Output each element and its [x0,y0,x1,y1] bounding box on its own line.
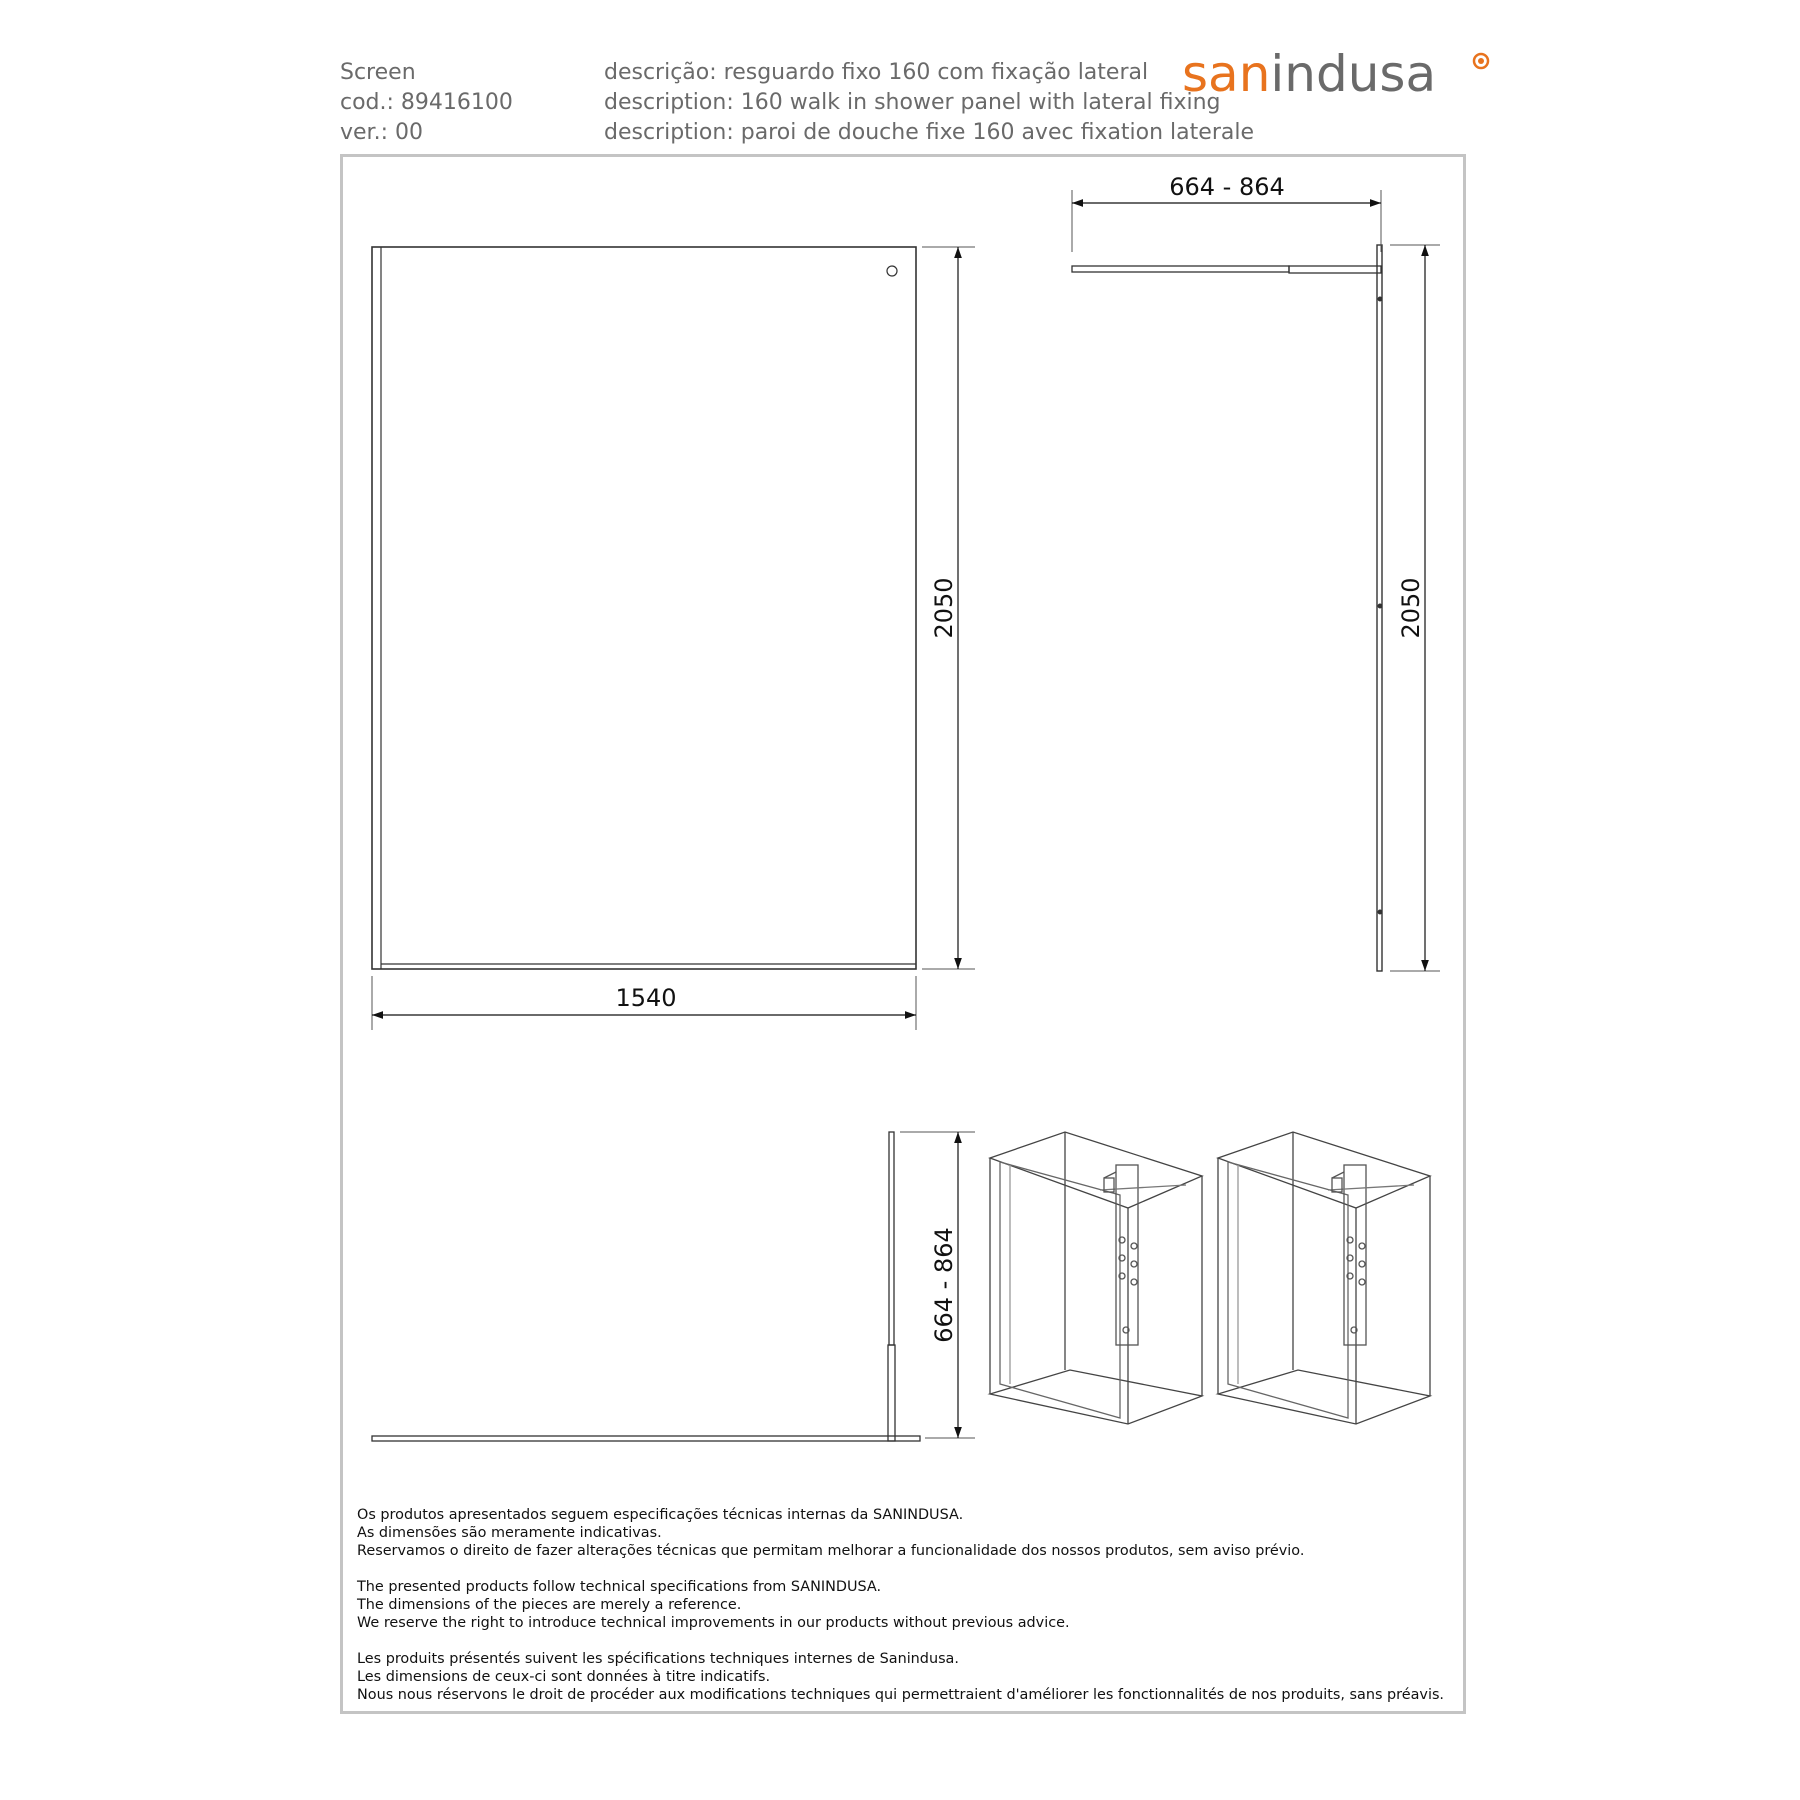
support-arm-sleeve [1289,266,1381,273]
iso-shower-column [1116,1165,1138,1345]
iso2-shower-column [1344,1165,1366,1345]
footer-fr-line-1: Les produits présentés suivent les spécifications techniques internes de Sanindusa. [357,1651,959,1667]
footer-pt-line-1: Os produtos apresentados seguem especificações técnicas internas da SANINDUSA. [357,1507,964,1523]
product-type: Screen [340,60,416,85]
arm-length-dimension-top [1072,173,1381,252]
footer-en-line-3: We reserve the right to introduce technical improvements in our products without previous advice. [357,1615,1070,1631]
side-fixing-dot-1 [1378,297,1382,301]
footer-fr-line-2: Les dimensions de ceux-ci sont données à titre indicatifs. [357,1669,771,1685]
footer-notes [357,1506,1444,1704]
side-height-dimension [1390,245,1440,971]
arm-length-dimension-plan [900,1132,975,1438]
iso2-ceiling-outline [1218,1132,1430,1208]
footer-block-pt [357,1506,1444,1560]
iso-floor-outline [990,1370,1202,1424]
product-code: cod.: 89416100 [340,90,513,115]
side-fixing-dot-2 [1378,604,1382,608]
plan-arm-tube [889,1132,894,1345]
plan-arm-sleeve [888,1345,895,1441]
footer-en-line-2: The dimensions of the pieces are merely a reference. [357,1597,742,1613]
arm-length-plan-label: 664 - 864 [930,1227,958,1343]
footer-pt-line-2: As dimensões são meramente indicativas. [357,1525,662,1541]
front-view [372,247,916,969]
footer-pt-line-3: Reservamos o direito de fazer alterações técnicas que permitam melhorar a funcionalidade dos nossos produtos, sem aviso prévio. [357,1543,1305,1559]
front-height-label: 2050 [930,577,958,639]
iso2-glass-panel [1228,1162,1348,1418]
description-pt: descrição: resguardo fixo 160 com fixação lateral [604,60,1149,85]
plan-view [372,1132,920,1441]
side-height-label: 2050 [1397,577,1425,639]
logo-part-san: san [1182,45,1271,103]
description-fr: description: paroi de douche fixe 160 avec fixation laterale [604,120,1254,145]
isometric-view-right [1218,1132,1430,1424]
support-arm-tube [1072,266,1289,272]
logo-part-indusa: indusa [1270,45,1437,103]
footer-block-fr [357,1650,1444,1704]
footer-fr-line-3: Nous nous réservons le droit de procéder aux modifications techniques qui permettraient d'améliorer les fonctionnalités de nos produits, sans préavis. [357,1687,1445,1703]
front-height-dimension [922,247,975,969]
iso-glass-panel [1000,1162,1120,1418]
front-width-dimension [372,976,916,1030]
description-en: description: 160 walk in shower panel with lateral fixing [604,90,1221,115]
side-view [1072,245,1382,971]
iso2-floor-outline [1218,1370,1430,1424]
footer-en-line-1: The presented products follow technical specifications from SANINDUSA. [357,1579,882,1595]
product-version: ver.: 00 [340,120,423,145]
isometric-view-left [990,1132,1202,1424]
plan-glass-panel [372,1436,920,1441]
footer-block-en [357,1578,1444,1632]
arm-length-top-label: 664 - 864 [1169,173,1285,201]
glass-panel-outline [372,247,916,969]
iso-ceiling-outline [990,1132,1202,1208]
side-fixing-dot-3 [1378,910,1382,914]
front-width-label: 1540 [615,984,677,1012]
fixing-hole-icon [887,266,897,276]
